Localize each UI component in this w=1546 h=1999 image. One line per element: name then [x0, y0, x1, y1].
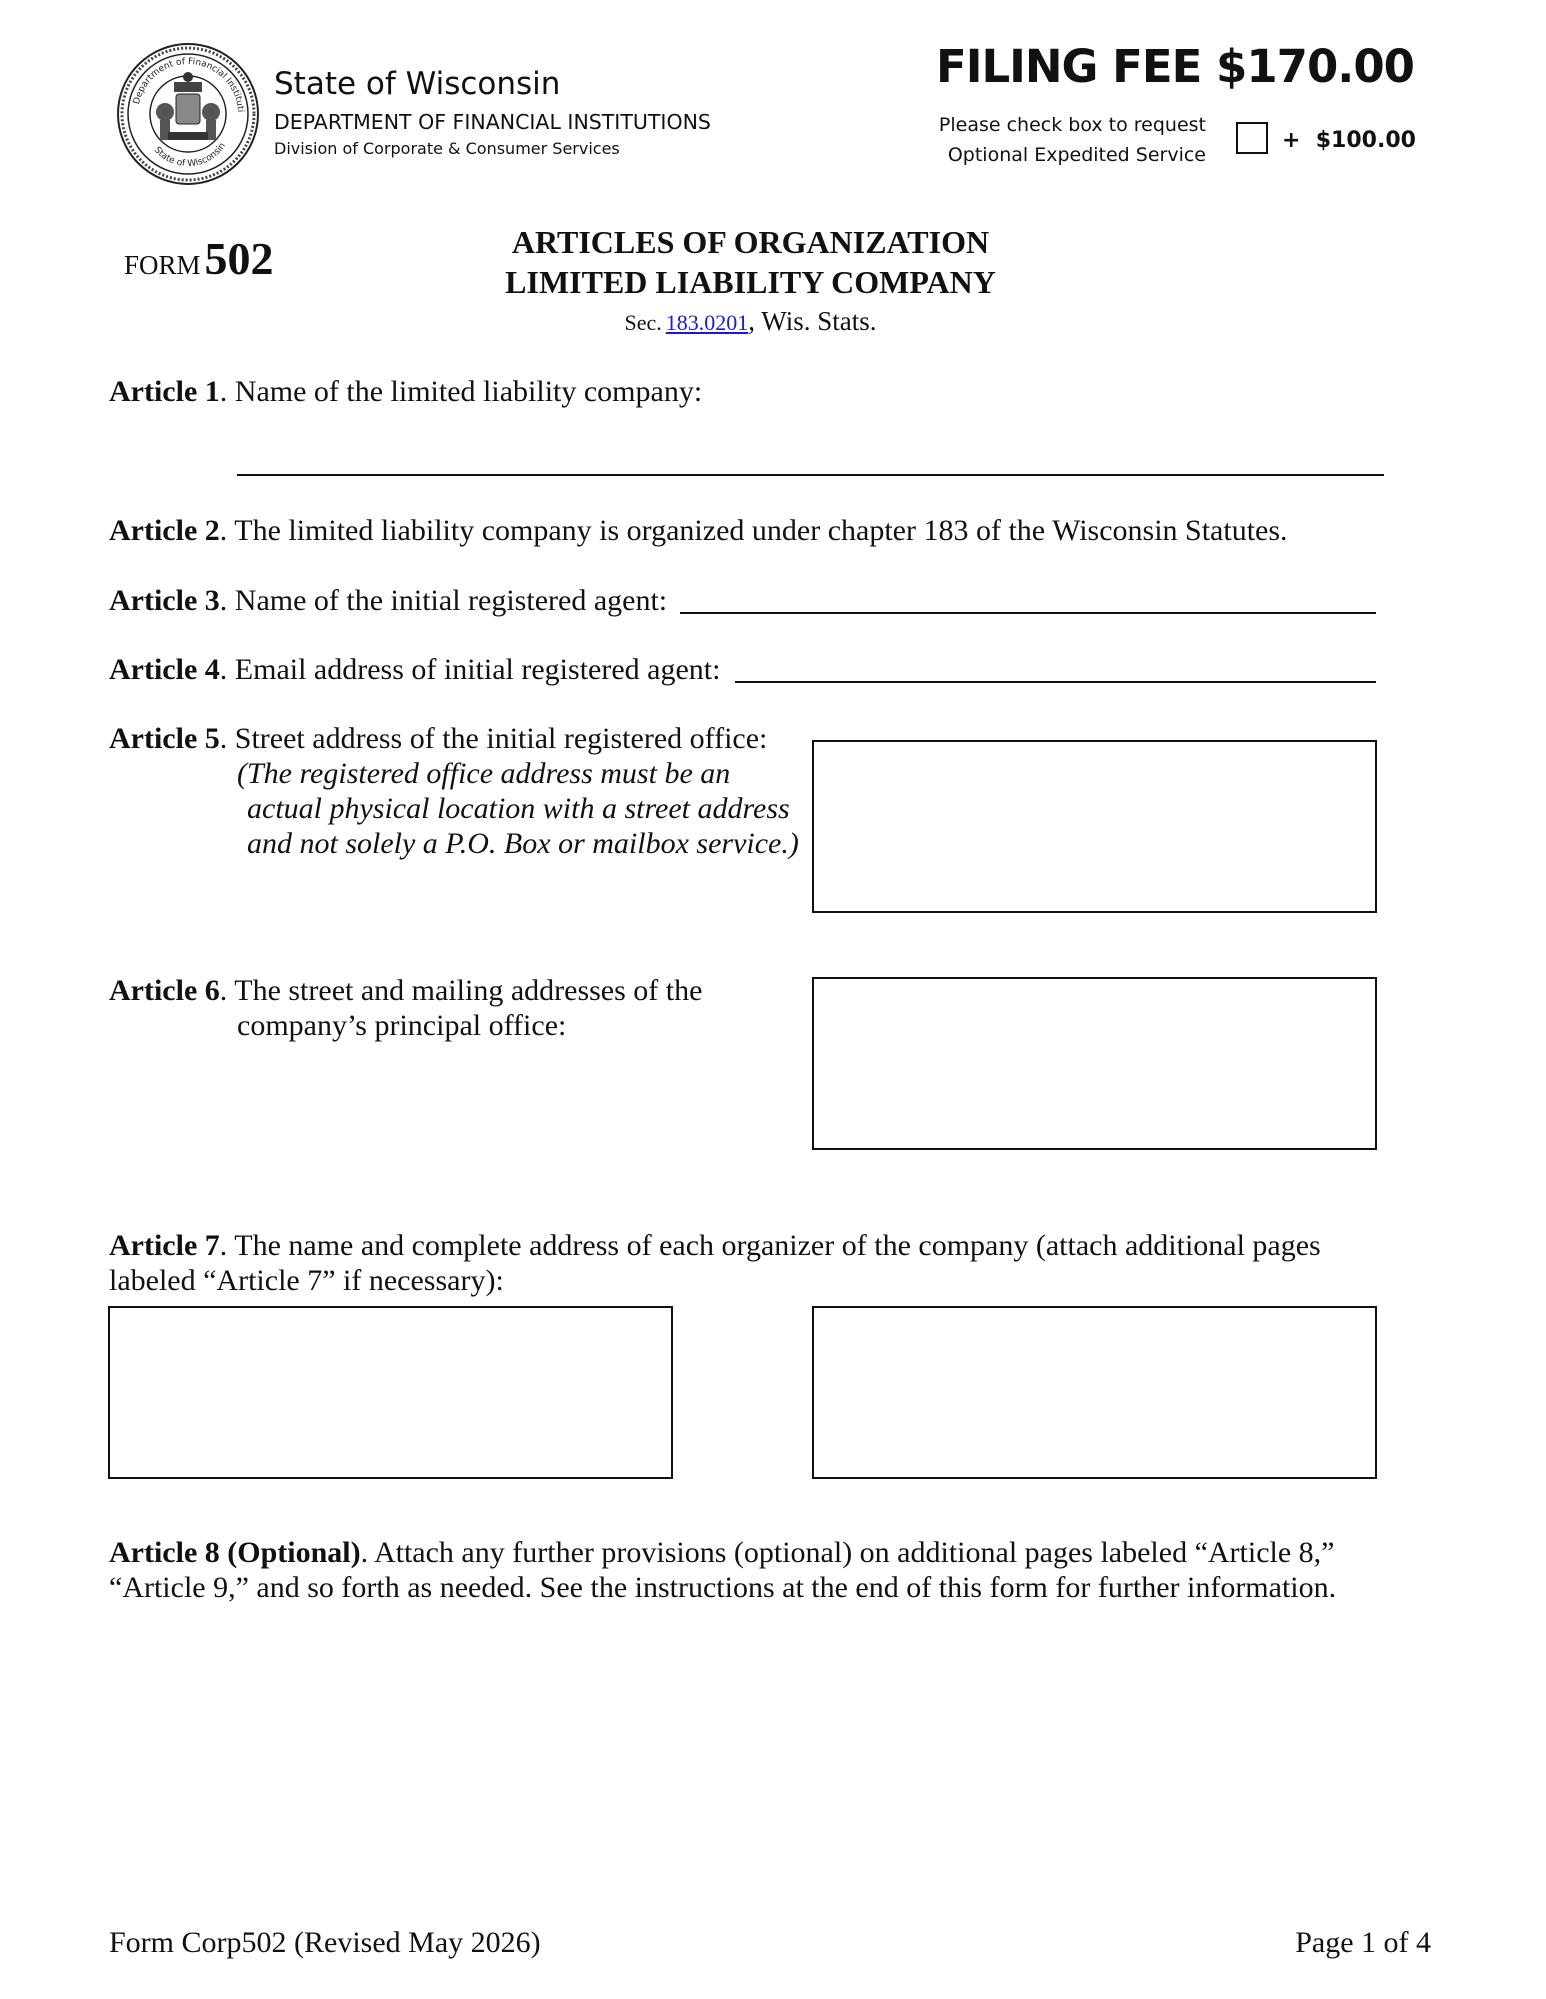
article-3-text: . Name of the initial registered agent:: [219, 584, 668, 617]
expedite-label-line2: Optional Expedited Service: [947, 144, 1206, 166]
agent-name-line: [680, 612, 1376, 614]
article-7: [109, 1228, 1321, 1263]
organizer-2-input[interactable]: [814, 1308, 1375, 1477]
article-1-text: . Name of the limited liability company:: [219, 375, 703, 408]
agent-email-line: [735, 681, 1376, 683]
article-6-text-line2: company’s principal office:: [237, 1009, 567, 1042]
article-7-text-line2: labeled “Article 7” if necessary):: [109, 1264, 504, 1297]
form-label-text: FORM: [124, 250, 201, 280]
article-7-label: Article 7: [109, 1229, 220, 1262]
article-7-text-line1: . The name and complete address of each organizer of the company (attach additional pages: [219, 1229, 1321, 1262]
article-4-text: . Email address of initial registered agent:: [219, 653, 721, 686]
article-5-label: Article 5: [109, 722, 220, 755]
agent-name-input[interactable]: [680, 576, 1380, 614]
department-name: DEPARTMENT OF FINANCIAL INSTITUTIONS: [274, 110, 711, 134]
article-1-label: Article 1: [109, 375, 220, 408]
article-8-text-line2: “Article 9,” and so forth as needed. See the instructions at the end of this form for further information.: [109, 1571, 1337, 1604]
svg-text:Department of Financial Instit: Department of Financial Instituti: [131, 56, 245, 113]
article-3: [109, 583, 667, 618]
article-5-note-line2: actual physical location with a street address: [247, 792, 790, 825]
form-title-line2: LIMITED LIABILITY COMPANY: [505, 264, 996, 300]
filing-fee: FILING FEE $170.00: [935, 40, 1414, 93]
registered-office-input[interactable]: [814, 742, 1375, 911]
statute-suffix: , Wis. Stats.: [748, 306, 877, 336]
state-seal: [116, 42, 260, 186]
article-5: [109, 721, 767, 756]
article-6-label: Article 6: [109, 974, 220, 1007]
statute-prefix: Sec.: [624, 310, 662, 335]
expedite-checkbox[interactable]: [1236, 122, 1268, 154]
statute-link[interactable]: 183.0201: [665, 310, 749, 335]
article-6-text-line1: . The street and mailing addresses of the: [219, 974, 703, 1007]
article-5-note-line3: and not solely a P.O. Box or mailbox service.): [247, 827, 799, 860]
article-8-label: Article 8 (Optional): [109, 1536, 361, 1569]
page-number: Page 1 of 4: [1295, 1926, 1431, 1959]
article-2-text: . The limited liability company is organized under chapter 183 of the Wisconsin Statutes.: [219, 514, 1288, 547]
article-4-label: Article 4: [109, 653, 220, 686]
article-8: [109, 1535, 1335, 1570]
agent-email-input[interactable]: [735, 645, 1380, 683]
article-4: [109, 652, 720, 687]
form-revision: Form Corp502 (Revised May 2026): [109, 1926, 541, 1959]
article-2-label: Article 2: [109, 514, 220, 547]
expedite-label-line1: Please check box to request: [938, 114, 1206, 136]
state-name: State of Wisconsin: [274, 66, 561, 102]
article-3-label: Article 3: [109, 584, 220, 617]
svg-text:State of Wisconsin: State of Wisconsin: [151, 141, 228, 170]
form-number: 502: [204, 233, 274, 284]
article-8-text-line1: . Attach any further provisions (optional) on additional pages labeled “Article 8,”: [360, 1536, 1335, 1569]
company-name-input[interactable]: [237, 430, 1388, 472]
article-5-note-line1: (The registered office address must be an: [237, 757, 731, 790]
organizer-1-input[interactable]: [110, 1308, 671, 1477]
article-5-text: . Street address of the initial registered office:: [219, 722, 768, 755]
article-2: [109, 513, 1288, 548]
form-label: [124, 232, 274, 285]
statute-reference: [478, 306, 1023, 337]
article-6: [109, 973, 702, 1008]
form-title-line1: ARTICLES OF ORGANIZATION: [511, 224, 990, 260]
expedite-fee: + $100.00: [1282, 128, 1416, 153]
company-name-line: [237, 474, 1384, 476]
division-name: Division of Corporate & Consumer Services: [274, 139, 620, 158]
article-1: [109, 374, 702, 409]
principal-office-input[interactable]: [814, 979, 1375, 1148]
